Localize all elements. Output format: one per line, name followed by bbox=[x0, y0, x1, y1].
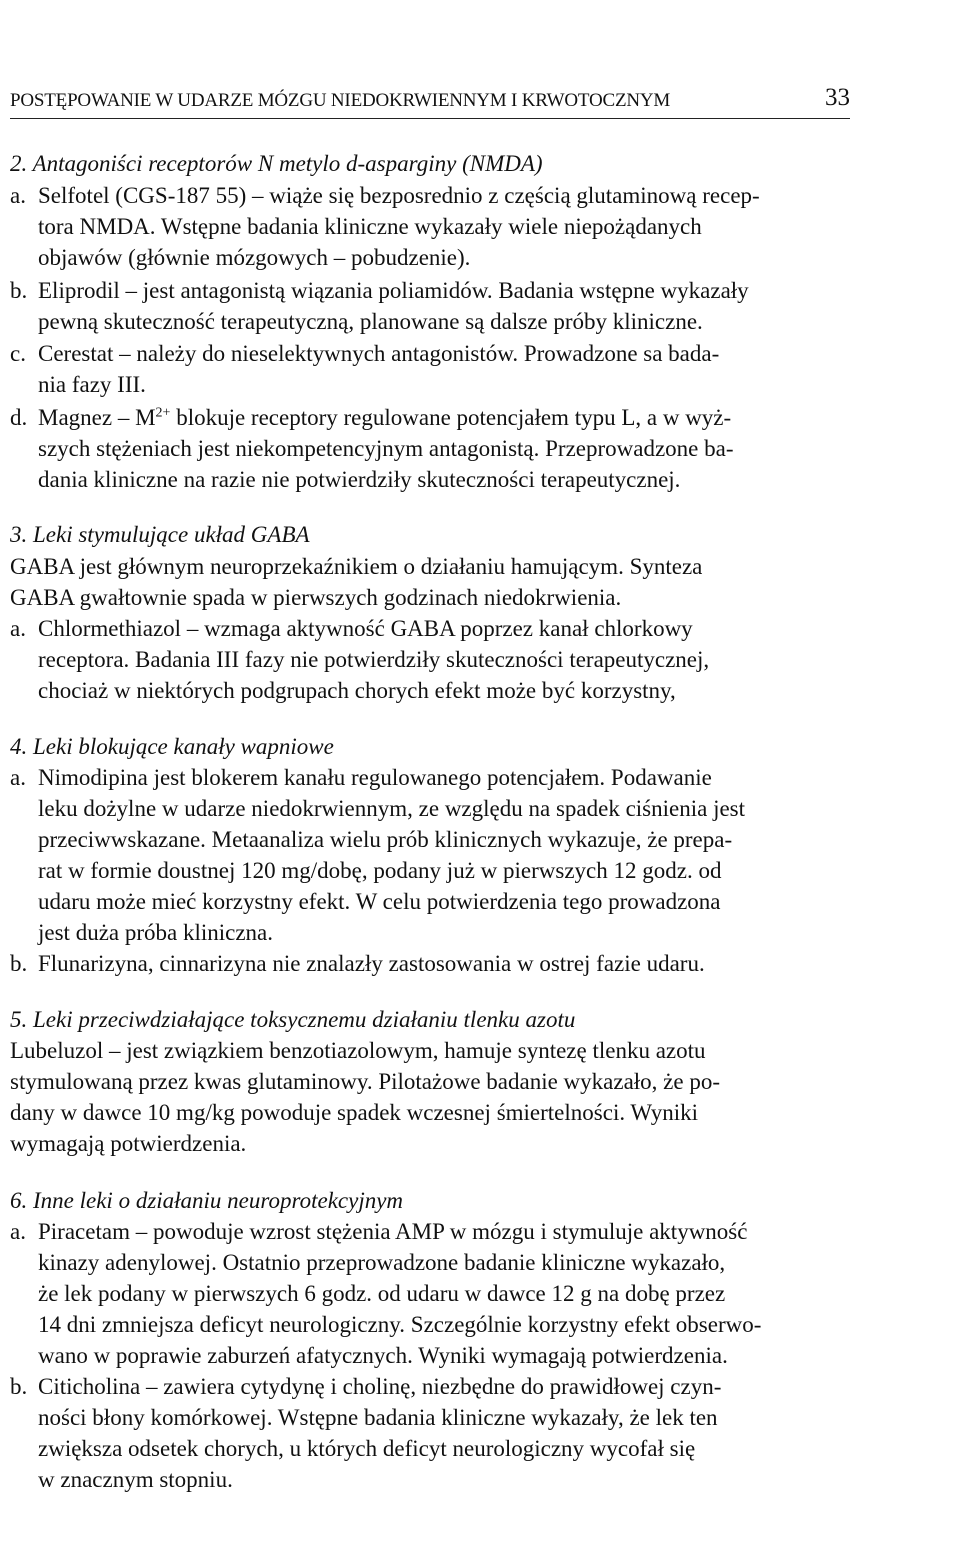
text-line: kinazy adenylowej. Ostatnio przeprowadzone badanie kliniczne wykazało, bbox=[38, 1250, 726, 1275]
text-line: szych stężeniach jest niekompetencyjnym antagonistą. Przeprowadzone ba- bbox=[38, 436, 734, 461]
section-2-heading: 2. Antagoniści receptorów N metylo d-asparginy (NMDA) bbox=[10, 151, 543, 176]
running-header bbox=[10, 84, 850, 119]
item-marker: b. bbox=[10, 1374, 28, 1399]
text-line: przeciwwskazane. Metaanaliza wielu prób klinicznych wykazuje, że prepa- bbox=[38, 827, 733, 852]
text-line: udaru może mieć korzystny efekt. W celu potwierdzenia tego prowadzona bbox=[38, 889, 721, 914]
text-line: w znacznym stopniu. bbox=[38, 1467, 233, 1492]
text-line: GABA gwałtownie spada w pierwszych godzinach niedokrwienia. bbox=[10, 585, 622, 610]
text-line: chociaż w niektórych podgrupach chorych efekt może być korzystny, bbox=[38, 678, 676, 703]
running-title: POSTĘPOWANIE W UDARZE MÓZGU NIEDOKRWIENNYM I KRWOTOCZNYM bbox=[10, 90, 671, 111]
section-3-heading: 3. Leki stymulujące układ GABA bbox=[10, 522, 310, 547]
text-line: dania kliniczne na razie nie potwierdziły skuteczności terapeutycznej. bbox=[38, 467, 681, 492]
text-line: Piracetam – powoduje wzrost stężenia AMP w mózgu i stymuluje aktywność bbox=[38, 1219, 748, 1244]
item-marker: b. bbox=[10, 278, 28, 303]
text-line: jest duża próba kliniczna. bbox=[38, 920, 274, 945]
text-line: objawów (głównie mózgowych – pobudzenie). bbox=[38, 245, 471, 270]
text-line: Lubeluzol – jest związkiem benzotiazolowym, hamuje syntezę tlenku azotu bbox=[10, 1038, 706, 1063]
text-fragment: blokuje receptory regulowane potencjałem typu L, a w wyż- bbox=[170, 405, 732, 430]
text-line: GABA jest głównym neuroprzekaźnikiem o działaniu hamującym. Synteza bbox=[10, 554, 703, 579]
page-number: 33 bbox=[825, 84, 850, 111]
text-line: stymulowaną przez kwas glutaminowy. Pilotażowe badanie wykazało, że po- bbox=[10, 1069, 721, 1094]
item-marker: b. bbox=[10, 951, 28, 976]
text-line: zwiększa odsetek chorych, u których deficyt neurologiczny wycofał się bbox=[38, 1436, 696, 1461]
section-4-heading: 4. Leki blokujące kanały wapniowe bbox=[10, 734, 334, 759]
text-line: receptora. Badania III fazy nie potwierdziły skuteczności terapeutycznej, bbox=[38, 647, 710, 672]
item-marker: c. bbox=[10, 341, 26, 366]
text-line: tora NMDA. Wstępne badania kliniczne wykazały wiele niepożądanych bbox=[38, 214, 702, 239]
text-line: Eliprodil – jest antagonistą wiązania poliamidów. Badania wstępne wykazały bbox=[38, 278, 749, 303]
item-marker: d. bbox=[10, 405, 28, 430]
text-line: rat w formie doustnej 120 mg/dobę, podany już w pierwszych 12 godz. od bbox=[38, 858, 722, 883]
text-line: dany w dawce 10 mg/kg powoduje spadek wczesnej śmiertelności. Wyniki bbox=[10, 1100, 699, 1125]
text-line: pewną skuteczność terapeutyczną, planowane są dalsze próby kliniczne. bbox=[38, 309, 703, 334]
text-line: Selfotel (CGS-187 55) – wiąże się bezposrednio z częścią glutaminową recep- bbox=[38, 183, 760, 208]
text-line: wymagają potwierdzenia. bbox=[10, 1131, 247, 1156]
text-fragment: Magnez – M bbox=[38, 405, 156, 430]
text-line: Citicholina – zawiera cytydynę i cholinę, niezbędne do prawidłowej czyn- bbox=[38, 1374, 722, 1399]
text-line: nia fazy III. bbox=[38, 372, 146, 397]
text-line: Chlormethiazol – wzmaga aktywność GABA poprzez kanał chlorkowy bbox=[38, 616, 693, 641]
item-marker: a. bbox=[10, 765, 26, 790]
text-line: Flunarizyna, cinnarizyna nie znalazły zastosowania w ostrej fazie udaru. bbox=[38, 951, 705, 976]
section-6-heading: 6. Inne leki o działaniu neuroprotekcyjnym bbox=[10, 1188, 404, 1213]
item-marker: a. bbox=[10, 183, 26, 208]
text-line: Cerestat – należy do nieselektywnych antagonistów. Prowadzone sa bada- bbox=[38, 341, 720, 366]
text-line: 14 dni zmniejsza deficyt neurologiczny. Szczególnie korzystny efekt obserwo- bbox=[38, 1312, 762, 1337]
text-line bbox=[38, 404, 731, 432]
text-line: Nimodipina jest blokerem kanału regulowanego potencjałem. Podawanie bbox=[38, 765, 712, 790]
item-marker: a. bbox=[10, 616, 26, 641]
text-line: że lek podany w pierwszych 6 godz. od udaru w dawce 12 g na dobę przez bbox=[38, 1281, 726, 1306]
text-line: wano w poprawie zaburzeń afatycznych. Wyniki wymagają potwierdzenia. bbox=[38, 1343, 728, 1368]
section-5-heading: 5. Leki przeciwdziałające toksycznemu działaniu tlenku azotu bbox=[10, 1007, 576, 1032]
text-line: ności błony komórkowej. Wstępne badania kliniczne wykazały, że lek ten bbox=[38, 1405, 718, 1430]
item-marker: a. bbox=[10, 1219, 26, 1244]
text-line: leku dożylne w udarze niedokrwiennym, ze względu na spadek ciśnienia jest bbox=[38, 796, 746, 821]
superscript: 2+ bbox=[155, 405, 171, 421]
